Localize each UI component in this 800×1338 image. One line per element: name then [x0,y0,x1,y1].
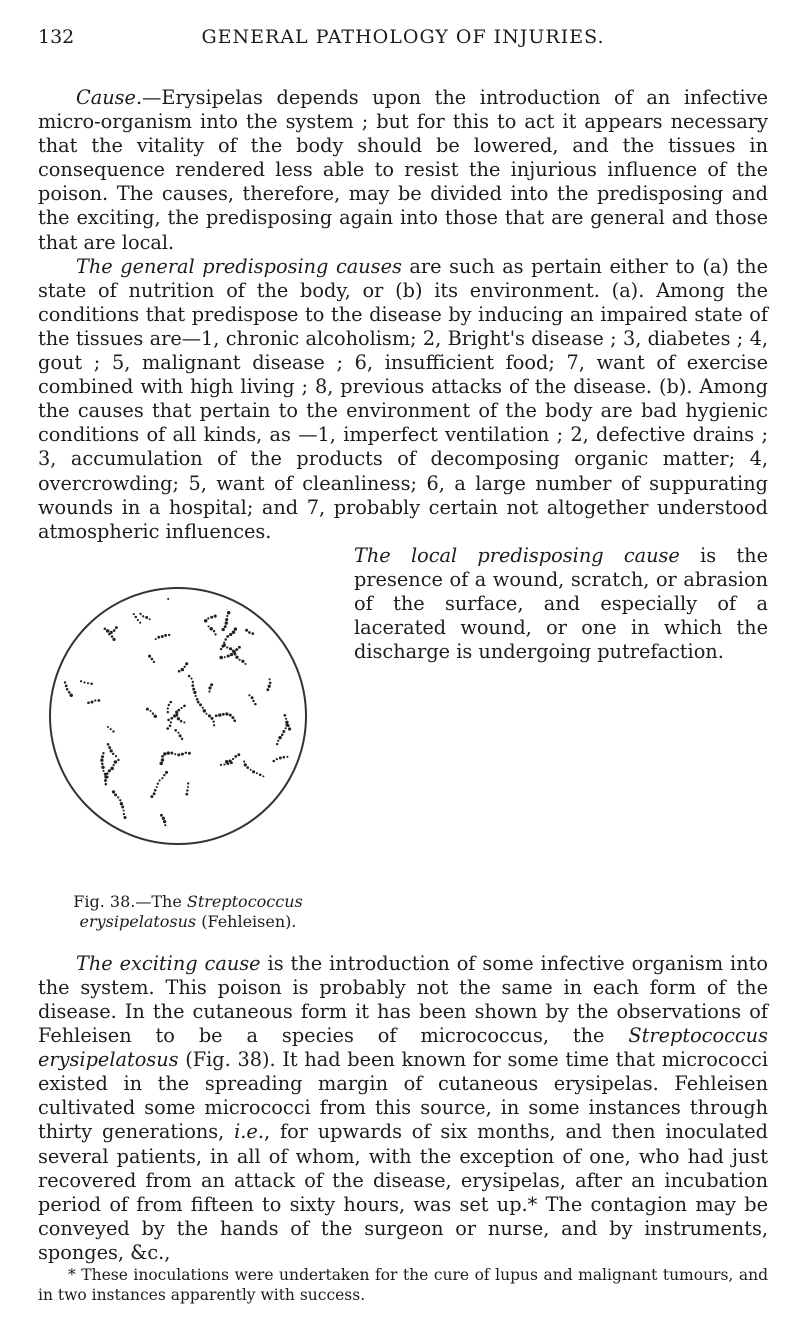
micrococcus-dot [207,625,209,627]
micrococcus-dot [181,668,184,671]
micrococcus-dot [87,682,89,684]
micrococcus-dot [288,727,291,730]
micrococcus-dot [64,681,66,683]
micrococcus-dot [226,615,228,617]
micrococcus-dot [170,751,173,754]
micrococcus-dot [234,653,237,656]
micrococcus-dot [87,701,90,704]
micrococcus-dot [180,720,183,723]
micrococcus-dot [286,756,288,758]
micrococcus-dot [142,615,144,617]
micrococcus-dot [266,688,269,691]
micrococcus-dot [220,648,222,650]
micrococcus-dot [167,598,169,600]
micrococcus-dot [112,638,115,641]
species-name: Streptococcus erysipelatosus [38,1024,768,1072]
micrococcus-dot [202,706,204,708]
micrococcus-dot [235,655,238,658]
micrococcus-dot [66,688,69,691]
micrococcus-dot [117,759,119,761]
micrococcus-dot [90,682,93,685]
micrococcus-dot [241,659,244,662]
micrococcus-dot [90,700,93,703]
micrococcus-dot [115,626,118,629]
micrococcus-dot [227,611,230,614]
micrococcus-dot [164,824,166,826]
micrococcus-dot [107,743,110,746]
micrococcus-dot [239,658,241,660]
micrococcus-dot [225,621,228,624]
micrococcus-dot [100,758,103,761]
micrococcus-dot [177,709,180,712]
micrococcus-dot [101,755,104,758]
footnote: * These inoculations were undertaken for the cure of lupus and malignant tumours, and in two instances apparently with success. [38,1266,768,1304]
micrococcus-dot [154,714,157,717]
micrococcus-dot [168,634,170,636]
micrococcus-dot [149,618,151,620]
micrococcus-dot [222,713,225,716]
micrococcus-dot [209,627,213,631]
micrococcus-dot [146,707,149,710]
micrococcus-dot [229,633,232,636]
micrococcus-dot [163,752,166,755]
micrococcus-dot [192,681,194,683]
micrococcus-dot [102,752,104,754]
micrococcus-dot [192,687,195,690]
micrococcus-dot [227,654,230,657]
micrococcus-dot [137,619,139,621]
micrococcus-dot [248,631,251,634]
micrococcus-dot [190,677,192,679]
micrococcus-dot [185,792,188,795]
micrococcus-dot [223,763,225,765]
micrococcus-dot [232,630,235,633]
micrococcus-dot [246,766,249,769]
paragraph-exciting-cause: The exciting cause is the introduction of some infective organism into the system. This poison is probably not the same in each form of the disease. In the cutaneous form it has been shown by the observations of Fehleisen to be a species of micrococcus, the Streptococcus erysipelatosus (Fig. 38). It had been known for some time that micrococci existed in the spreading margin of cutaneous erysipelas. Fehleisen cultivated some micrococci from this source, in some instances through thirty generations, i.e., for upwards of six months, and then inoculated several patients, in all of whom, with the exception of one, who had just recovered from an attack of the disease, erysipelas, after an incubation period of from fifteen to sixty hours, was set up.* The contagion may be conveyed by the hands of the surgeon or nurse, and by instruments, sponges, &c., [38,951,768,1264]
micrococcus-dot [223,641,225,643]
micrococcus-dot [101,762,104,765]
micrococcus-dot [191,684,194,687]
micrococcus-dot [94,699,96,701]
micrococcus-dot [224,625,227,628]
micrococcus-dot [177,732,179,734]
micrococcus-dot [119,799,121,801]
micrococcus-dot [223,643,226,646]
micrococcus-dot [210,717,213,720]
micrococcus-dot [243,760,245,762]
micrococcus-dot [204,619,208,623]
micrococcus-dot [181,707,183,709]
micrococcus-dot [153,792,156,795]
micrococcus-dot [282,730,285,733]
micrococcus-dot [167,707,169,709]
micrococcus-dot [222,628,225,631]
micrococcus-dot [210,683,213,686]
micrococcus-dot [65,684,68,687]
page-number: 132 [38,26,75,48]
micrococcus-dot [219,655,223,659]
micrococcus-dot [238,646,241,649]
micrococcus-dot [268,684,271,687]
micrococcus-dot [225,618,228,621]
micrococcus-dot [139,621,141,623]
micrococcus-dot [162,816,165,819]
micrococcus-dot [113,629,116,632]
micrococcus-dot [184,665,186,667]
micrococcus-dot [203,709,206,712]
micrococcus-dot [226,635,229,638]
micrococcus-dot [208,686,211,689]
micrococcus-dot [166,727,169,730]
micrococcus-dot [101,765,104,768]
page-header [38,26,768,54]
micrococcus-dot [237,753,240,756]
micrococcus-dot [244,663,246,665]
micrococcus-dot [105,783,108,786]
paragraph-cause: Cause.—Erysipelas depends upon the introduction of an infective micro-organism into the system ; but for this to act it appears necessary that the vitality of the body should be lowered, and the tissues in consequence rendered less able to resist the injurious influence of the poison. The causes, therefore, may be divided into the predisposing and the exciting, the predisposing again into those that are general and those that are local. [38,86,768,254]
micrococcus-dot [229,713,232,716]
micrococcus-dot [281,733,284,736]
micrococcus-dot [161,777,163,779]
micrococcus-dot [174,729,177,732]
micrococcus-dot [231,716,234,719]
micrococcus-dot [251,632,254,635]
micrococcus-dot [245,628,248,631]
micrococcus-dot [207,617,209,619]
micrococcus-dot [114,760,118,764]
micrococcus-dot [210,616,213,619]
running-title: GENERAL PATHOLOGY OF INJURIES. [201,26,605,48]
micrococcus-dot [269,681,272,684]
micrococcus-dot [188,675,191,678]
micrococcus-dot [106,629,110,633]
micrococcus-dot [212,720,214,722]
micrococcus-dot [224,638,227,641]
micrococcus-dot [181,737,183,739]
micrococcus-dot [120,802,123,805]
micrococcus-dot [279,756,282,759]
micrococcus-dot [112,752,114,754]
micrococcus-dot [104,779,107,782]
micrococcus-dot [256,772,258,774]
micrococcus-dot [173,714,176,717]
micrococcus-dot [250,769,252,771]
micrococcus-dot [179,734,182,737]
micrococcus-dot [232,758,234,760]
micrococcus-dot [272,759,275,762]
micrococcus-dot [183,704,186,707]
micrococcus-dot [213,724,215,726]
micrococcus-dot [164,634,167,637]
micrococcus-dot [225,712,228,715]
figure-caption: Fig. 38.—The Streptococcus erysipelatosus (Fehleisen). [73,891,303,931]
micrococcus-dot [113,764,115,766]
micrococcus-dot [108,746,111,749]
micrococcus-dot [162,755,164,757]
paragraph-general-predisposing: The general predisposing causes are such as pertain either to (a) the state of nutrition of the body, or (b) its environment. (a). Among the conditions that predispose to the disease by inducing an impaired state of the tissues are—1, chronic alcoholism; 2, Bright's disease ; 3, diabetes ; 4, gout ; 5, malignant disease ; 6, insufficient food; 7, want of exercise combined with high living ; 8, previous attacks of the disease. (b). Among the causes that pertain to the environment of the body are bad hygienic conditions of all kinds, as —1, imperfect ventilation ; 2, defective drains ; 3, accumulation of the products of decomposing organic matter; 4, overcrowding; 5, want of cleanliness; 6, a large number of suppurating wounds in a hospital; and 7, probably certain not altogether understood atmospheric influences. [38,254,768,543]
micrococcus-dot [205,713,207,715]
micrococcus-dot [187,786,189,788]
general-predisposing-heading: The general predisposing causes [76,254,402,278]
micrococcus-dot [121,805,124,808]
micrococcus-dot [83,681,85,683]
micrococcus-illustration [38,544,338,892]
micrococcus-dot [233,719,236,722]
micrococcus-dot [157,636,160,639]
micrococcus-dot [153,661,155,663]
figure-38 [38,544,338,952]
micrococcus-dot [149,710,151,712]
micrococcus-dot [226,646,228,648]
micrococcus-dot [285,727,287,729]
micrococcus-dot [108,769,111,772]
micrococcus-dot [183,721,185,723]
micrococcus-dot [229,647,232,650]
micrococcus-dot [235,648,238,651]
micrococcus-dot [252,770,255,773]
micrococcus-dot [110,728,112,730]
micrococcus-dot [123,813,125,815]
micrococcus-dot [68,691,71,694]
micrococcus-dot [234,755,237,758]
micrococcus-dot [252,700,254,702]
micrococcus-dot [170,717,173,720]
micrococcus-dot [197,701,200,704]
micrococcus-dot [117,796,119,798]
micrococcus-dot [244,763,247,766]
micrococcus-dot [163,774,165,776]
micrococcus-dot [154,789,157,792]
micrococcus-dot [230,653,233,656]
micrococcus-dot [193,691,196,694]
micrococcus-dot [199,703,202,706]
micrococcus-dot [110,631,113,634]
micrococcus-dot [218,713,221,716]
micrococcus-dot [123,809,125,811]
micrococcus-dot [80,680,82,682]
micrococcus-dot [181,752,184,755]
micrococcus-dot [167,751,170,754]
micrococcus-dot [156,786,158,788]
micrococcus-dot [168,704,170,706]
micrococcus-dot [159,779,161,781]
micrococcus-dot [196,698,199,701]
paragraph-local-predisposing: The local predisposing cause is the presence of a wound, scratch, or abrasion of the surface, and especially of a lacerated wound, or one in which the discharge is undergoing putrefaction. [354,543,768,664]
micrococcus-dot [148,654,151,657]
micrococcus-dot [214,633,216,635]
micrococcus-dot [208,690,210,692]
micrococcus-dot [284,714,287,717]
micrococcus-dot [167,711,169,713]
micrococcus-dot [185,662,188,665]
micrococcus-dot [251,696,254,699]
micrococcus-dot [232,649,235,652]
micrococcus-dot [114,793,117,796]
micrococcus-dot [123,816,126,819]
micrococcus-dot [112,790,115,793]
micrococcus-dot [115,755,117,757]
micrococcus-dot [229,759,232,762]
micrococcus-dot [167,718,170,721]
micrococcus-dot [152,712,154,714]
micrococcus-dot [98,699,101,702]
micrococcus-dot [139,612,141,614]
micrococcus-dot [104,627,107,630]
micrococcus-dot [186,789,188,791]
micrococcus-dot [276,743,278,745]
micrococcus-dot [276,758,278,760]
micrococcus-dot [187,782,189,784]
micrococcus-dot [269,678,271,680]
micrococcus-dot [163,820,166,823]
micrococcus-dot [169,700,172,703]
local-predisposing-heading: The local predisposing cause [354,543,680,567]
micrococcus-dot [262,775,264,777]
exciting-cause-heading: The exciting cause [76,951,261,975]
micrococcus-dot [225,760,228,763]
cause-heading: Cause. [76,86,143,109]
micrococcus-dot [110,749,113,752]
micrococcus-dot [174,753,176,755]
micrococcus-dot [177,753,180,756]
micrococcus-dot [285,723,288,726]
micrococcus-dot [110,766,114,770]
micrococcus-dot [133,613,135,615]
micrococcus-dot [214,614,217,617]
micrococcus-dot [112,730,114,732]
micrococcus-dot [234,627,237,630]
micrococcus-dot [259,773,262,776]
micrococcus-dot [220,764,222,766]
micrococcus-dot [185,751,187,753]
micrococcus-dot [215,714,218,717]
micrococcus-dot [254,703,257,706]
micrococcus-dot [106,772,109,775]
micrococcus-dot [285,718,287,720]
micrococcus-dot [102,770,104,772]
micrococcus-dot [178,670,181,673]
micrococcus-dot [208,714,211,717]
micrococcus-dot [170,721,172,723]
body-text [38,86,768,1265]
micrococcus-dot [283,756,286,759]
micrococcus-dot [278,736,282,740]
micrococcus-dot [135,616,138,619]
micrococcus-dot [69,693,73,697]
micrococcus-dot [145,616,148,619]
micrococcus-dot [175,711,178,714]
micrococcus-dot [194,695,196,697]
micrococcus-dot [177,717,180,720]
micrococcus-dot [188,752,191,755]
micrococcus-dot [104,775,107,778]
micrococcus-dot [169,724,172,727]
micrococcus-dot [107,726,109,728]
micrococcus-dot [161,635,164,638]
micrococcus-dot [159,761,163,765]
micrococcus-dot [155,638,157,640]
micrococcus-dot [157,782,159,784]
micrococcus-dot [165,771,168,774]
micrococcus-dot [150,795,153,798]
micrococcus-dot [277,739,279,741]
micrococcus-dot [160,814,163,817]
micrococcus-dot [111,635,114,638]
micrococcus-dot [248,694,250,696]
micrococcus-dot [151,657,154,660]
micrococcus-dot [224,656,226,658]
micrococcus-dot [213,630,216,633]
micrococcus-dot [161,758,164,761]
